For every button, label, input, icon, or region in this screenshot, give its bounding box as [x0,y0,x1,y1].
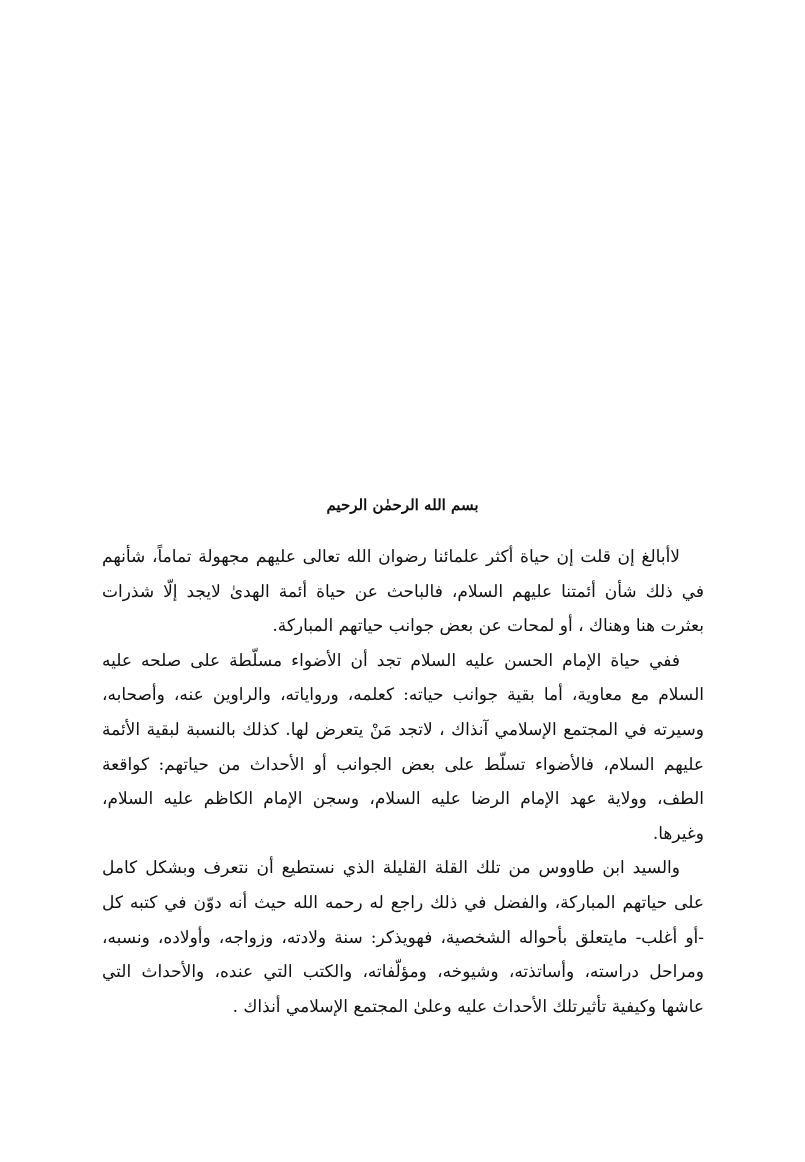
basmala-heading: بسم الله الرحمٰن الرحيم [326,496,479,514]
paragraph-3: والسيد ابن طاووس من تلك القلة القليلة الذي نستطيع أن نتعرف وبشكل كامل على حياتهم المباركة، والفضل في ذلك راجع له رحمه الله حيث أنه دوّن في كتبه كل -أو أغلب- مايتعلق بأحواله الشخصية، فهويذكر: سنة ولادته، وزواجه، وأولاده، ونسبه، ومراحل دراسته، وأساتذته، وشيوخه، ومؤلّفاته، والكتب التي عنده، والأحداث التي عاشها وكيفية تأثيرتلك الأحداث عليه وعلىٰ المجتمع الإسلامي أنذاك . [102,858,705,1017]
paragraph-1: لاأبالغ إن قلت إن حياة أكثر علمائنا رضوان الله تعالى عليهم مجهولة تماماً، شأنهم في ذلك شأن أئمتنا عليهم السلام، فالباحث عن حياة أئمة الهدىٰ لايجد إلّا شذرات بعثرت هنا وهناك ، أو لمحات عن بعض جوانب حياتهم المباركة. [102,547,704,637]
paragraph-2: ففي حياة الإمام الحسن عليه السلام تجد أن الأضواء مسلّطة على صلحه عليه السلام مع معاوية، أما بقية جوانب حياته: كعلمه، ورواياته، والراوين عنه، وأصحابه، وسيرته في المجتمع الإسلامي آنذاك ، لاتجد مَنْ يتعرض لها. كذلك بالنسبة لبقية الأئمة عليهم السلام، فالأضواء تسلّط على بعض الجوانب أو الأحداث من حياتهم: كواقعة الطف، وولاية عهد الإمام الرضا عليه السلام، وسجن الإمام الكاظم عليه السلام، وغيرها. [102,650,704,844]
body-text [102,540,704,1024]
